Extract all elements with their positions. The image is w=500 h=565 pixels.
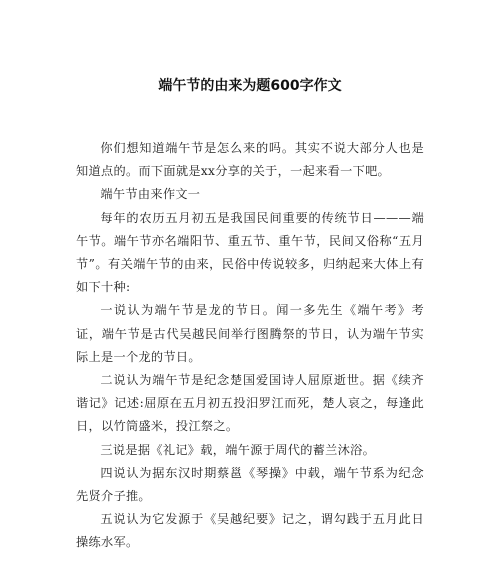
paragraph-theory-4: 四说认为据东汉时期蔡邕《琴操》中载，端午节系为纪念先贤介子推。 <box>76 465 424 504</box>
paragraph-origin: 每年的农历五月初五是我国民间重要的传统节日———端午节。端午节亦名端阳节、重五节、重午节，民间又俗称“五月节”。有关端午节的由来，民俗中传说较多，归纳起来大体上有如下十种: <box>76 210 424 295</box>
document-body <box>76 137 424 555</box>
paragraph-theory-2: 二说认为端午节是纪念楚国爱国诗人屈原逝世。据《续齐谐记》记述:屈原在五月初五投汨罗江而死，楚人哀之，每逢此日，以竹筒盛米，投江祭之。 <box>76 373 424 434</box>
paragraph-theory-5: 五说认为它发源于《吴越纪要》记之，谓勾践于五月此日操练水军。 <box>76 512 424 550</box>
section-heading: 端午节由来作文一 <box>100 187 201 202</box>
paragraph-theory-3: 三说是据《礼记》载，端午源于周代的蓄兰沐浴。 <box>100 442 376 457</box>
paragraph-theory-1: 一说认为端午节是龙的节日。闻一多先生《端午考》考证，端午节是古代吴越民间举行图腾祭的节日，认为端午节实际上是一个龙的节日。 <box>76 303 424 364</box>
intro-paragraph: 你们想知道端午节是怎么来的吗。其实不说大部分人也是知道点的。而下面就是xx分享的关于，一起来看一下吧。 <box>76 141 424 179</box>
document-title: 端午节的由来为题600字作文 <box>158 78 342 94</box>
